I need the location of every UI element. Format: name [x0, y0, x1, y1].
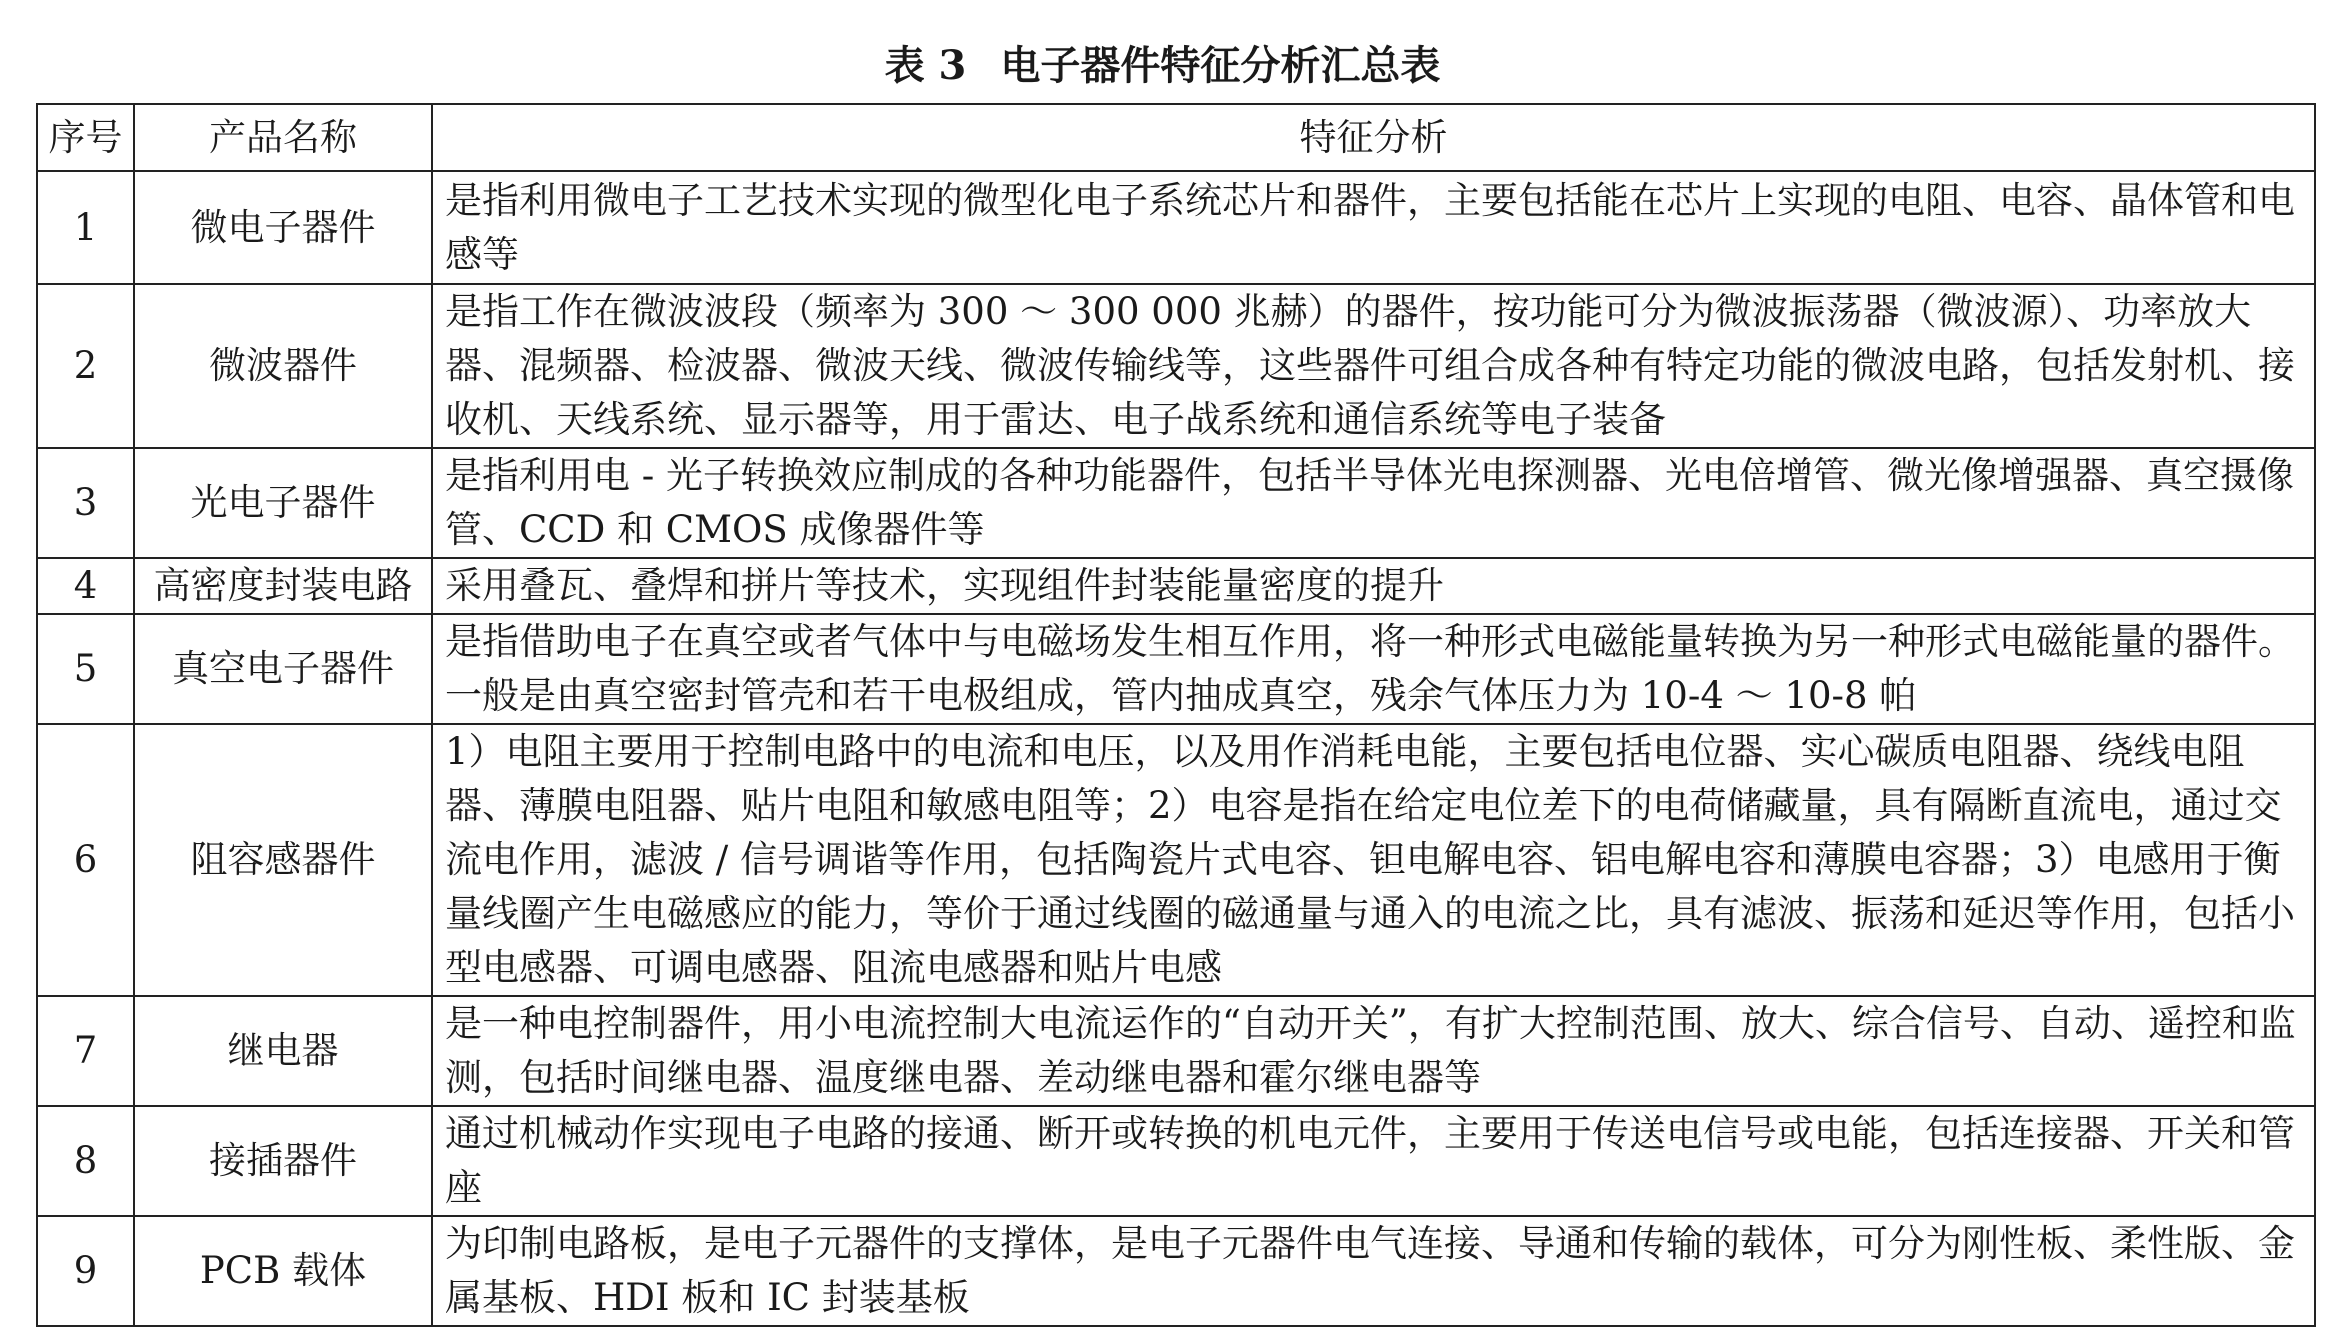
row-number: 8: [37, 1106, 134, 1216]
summary-table: [36, 103, 2316, 1327]
table-caption: [0, 36, 2325, 96]
row-number: 3: [37, 448, 134, 558]
header-name: 产品名称: [134, 104, 432, 171]
table-number: 表 3: [884, 42, 967, 89]
product-name: 光电子器件: [134, 448, 432, 558]
table-row: [37, 284, 2315, 448]
feature-analysis: 为印制电路板，是电子元器件的支撑体，是电子元器件电气连接、导通和传输的载体，可分为刚性板、柔性版、金属基板、HDI 板和 IC 封装基板: [432, 1216, 2315, 1326]
row-number: 4: [37, 558, 134, 614]
feature-analysis: 是指工作在微波波段（频率为 300 ～ 300 000 兆赫）的器件，按功能可分为微波振荡器（微波源）、功率放大器、混频器、检波器、微波天线、微波传输线等，这些器件可组合成各种有特定功能的微波电路，包括发射机、接收机、天线系统、显示器等，用于雷达、电子战系统和通信系统等电子装备: [432, 284, 2315, 448]
header-desc: 特征分析: [432, 104, 2315, 171]
table-title: 电子器件特征分析汇总表: [1000, 42, 1441, 89]
product-name: 高密度封装电路: [134, 558, 432, 614]
table-row: [37, 1216, 2315, 1326]
product-name: 接插器件: [134, 1106, 432, 1216]
table-row: [37, 558, 2315, 614]
product-name: 微波器件: [134, 284, 432, 448]
product-name: 阻容感器件: [134, 724, 432, 996]
feature-analysis: 是指借助电子在真空或者气体中与电磁场发生相互作用，将一种形式电磁能量转换为另一种形式电磁能量的器件。一般是由真空密封管壳和若干电极组成，管内抽成真空，残余气体压力为 10-4 ～ 10-8 帕: [432, 614, 2315, 724]
product-name: PCB 载体: [134, 1216, 432, 1326]
feature-analysis: 是指利用微电子工艺技术实现的微型化电子系统芯片和器件，主要包括能在芯片上实现的电阻、电容、晶体管和电感等: [432, 171, 2315, 284]
table-row: [37, 996, 2315, 1106]
table-row: [37, 614, 2315, 724]
header-no: 序号: [37, 104, 134, 171]
feature-analysis: 1）电阻主要用于控制电路中的电流和电压，以及用作消耗电能，主要包括电位器、实心碳质电阻器、绕线电阻器、薄膜电阻器、贴片电阻和敏感电阻等；2）电容是指在给定电位差下的电荷储藏量，具有隔断直流电，通过交流电作用，滤波 / 信号调谐等作用，包括陶瓷片式电容、钽电解电容、铝电解电容和薄膜电容器；3）电感用于衡量线圈产生电磁感应的能力，等价于通过线圈的磁通量与通入的电流之比，具有滤波、振荡和延迟等作用，包括小型电感器、可调电感器、阻流电感器和贴片电感: [432, 724, 2315, 996]
row-number: 6: [37, 724, 134, 996]
feature-analysis: 通过机械动作实现电子电路的接通、断开或转换的机电元件，主要用于传送电信号或电能，包括连接器、开关和管座: [432, 1106, 2315, 1216]
row-number: 9: [37, 1216, 134, 1326]
table-row: [37, 724, 2315, 996]
product-name: 继电器: [134, 996, 432, 1106]
header-row: [37, 104, 2315, 171]
table-row: [37, 1106, 2315, 1216]
product-name: 真空电子器件: [134, 614, 432, 724]
table-row: [37, 171, 2315, 284]
row-number: 2: [37, 284, 134, 448]
row-number: 1: [37, 171, 134, 284]
product-name: 微电子器件: [134, 171, 432, 284]
feature-analysis: 采用叠瓦、叠焊和拼片等技术，实现组件封装能量密度的提升: [432, 558, 2315, 614]
row-number: 7: [37, 996, 134, 1106]
feature-analysis: 是一种电控制器件，用小电流控制大电流运作的“自动开关”，有扩大控制范围、放大、综合信号、自动、遥控和监测，包括时间继电器、温度继电器、差动继电器和霍尔继电器等: [432, 996, 2315, 1106]
feature-analysis: 是指利用电 - 光子转换效应制成的各种功能器件，包括半导体光电探测器、光电倍增管、微光像增强器、真空摄像管、CCD 和 CMOS 成像器件等: [432, 448, 2315, 558]
table-row: [37, 448, 2315, 558]
row-number: 5: [37, 614, 134, 724]
